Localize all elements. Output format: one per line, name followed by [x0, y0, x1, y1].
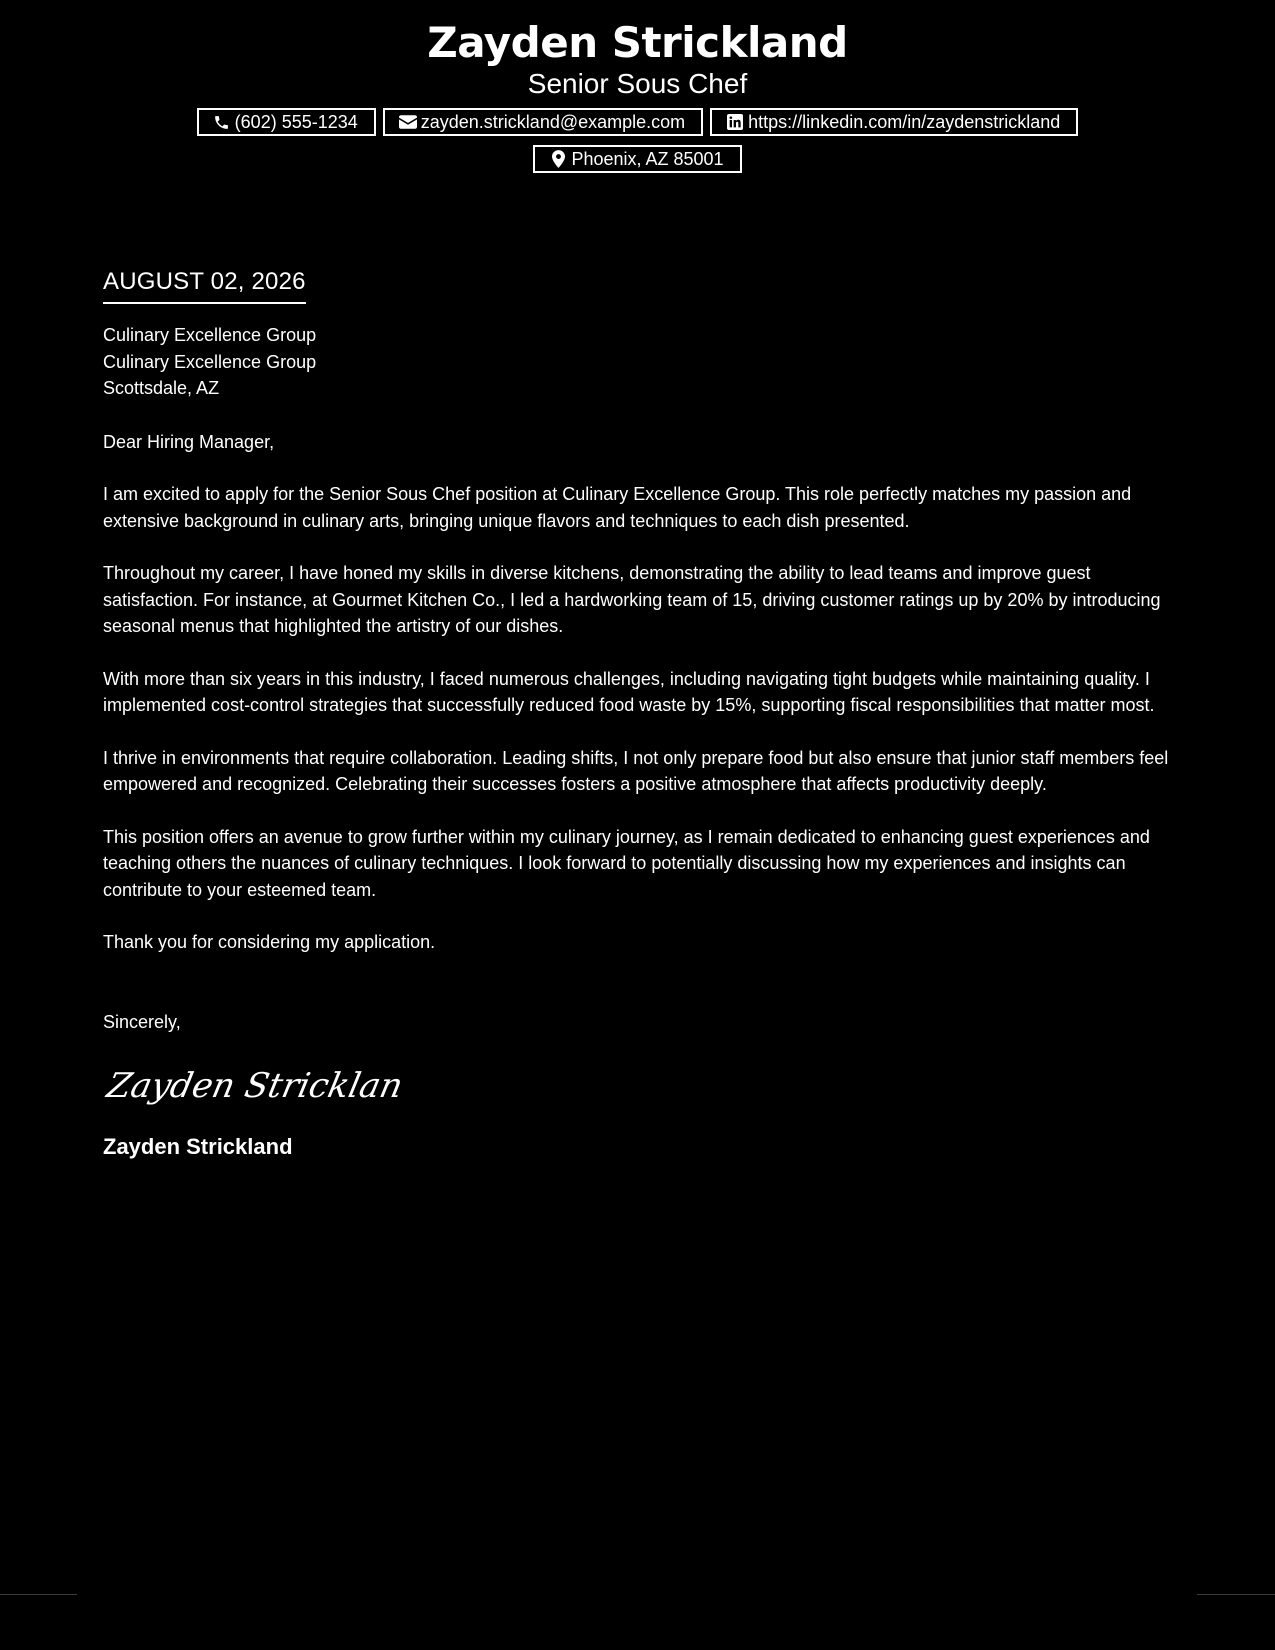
applicant-title: Senior Sous Chef: [527, 68, 748, 99]
signer-name: Zayden Strickland: [103, 1134, 293, 1159]
linkedin-icon: [725, 113, 745, 131]
contact-linkedin[interactable]: [710, 108, 1078, 136]
contact-location[interactable]: [533, 145, 741, 173]
letter-body: [103, 264, 1178, 1161]
recipient-line: Culinary Excellence Group: [103, 351, 317, 372]
contact-list: [138, 108, 1138, 173]
signature-glyphs: Zayden Stricklan: [103, 1066, 407, 1106]
body-paragraph: With more than six years in this industry, I faced numerous challenges, including navigating tight budgets while maintaining quality. I implemented cost-control strategies that successfully reduced food waste by 15%, supporting fiscal responsibilities that matter most.: [103, 668, 1155, 715]
handwritten-signature: [103, 1061, 423, 1111]
contact-location-label: Phoenix, AZ 85001: [571, 149, 724, 169]
applicant-name: Zayden Strickland: [427, 18, 848, 67]
contact-linkedin-label: https://linkedin.com/in/zaydenstrickland: [748, 112, 1061, 132]
recipient-line: Culinary Excellence Group: [103, 325, 317, 345]
contact-phone-label: (602) 555-1234: [234, 112, 358, 132]
letter-header: [0, 18, 1275, 173]
closing: Sincerely,: [103, 1011, 181, 1032]
body-paragraph: Thank you for considering my application.: [103, 932, 436, 952]
recipient-line: Scottsdale, AZ: [103, 378, 220, 398]
body-paragraph: Throughout my career, I have honed my skills in diverse kitchens, demonstrating the ability to lead teams and improve guest satisfaction. For instance, at Gourmet Kitchen Co., I led a hardworking team of 15, driving customer ratings up by 20% by introducing seasonal menus that highlighted the artistry of our dishes.: [103, 563, 1161, 636]
map-marker-icon: [548, 150, 568, 168]
contact-email-label: zayden.strickland@example.com: [420, 112, 686, 132]
footer-divider-left: [0, 1594, 77, 1595]
footer-divider-right: [1197, 1594, 1275, 1595]
phone-icon: [212, 113, 232, 131]
letter-date: AUGUST 02, 2026: [103, 264, 306, 304]
envelope-icon: [398, 113, 418, 131]
body-paragraph: I am excited to apply for the Senior Sous Chef position at Culinary Excellence Group. This role perfectly matches my passion and extensive background in culinary arts, bringing unique flavors and techniques to each dish presented.: [103, 484, 1132, 531]
body-paragraph: This position offers an avenue to grow further within my culinary journey, as I remain dedicated to enhancing guest experiences and teaching others the nuances of culinary techniques. I look forward to potentially discussing how my experiences and insights can contribute to your esteemed team.: [103, 826, 1150, 900]
recipient-block: [103, 322, 1178, 402]
body-paragraph: I thrive in environments that require collaboration. Leading shifts, I not only prepare food but also ensure that junior staff members feel empowered and recognized. Celebrating their successes fosters a positive atmosphere that affects productivity deeply.: [103, 747, 1169, 794]
contact-email[interactable]: [383, 108, 703, 136]
contact-phone[interactable]: [197, 108, 376, 136]
salutation: Dear Hiring Manager,: [103, 431, 275, 452]
